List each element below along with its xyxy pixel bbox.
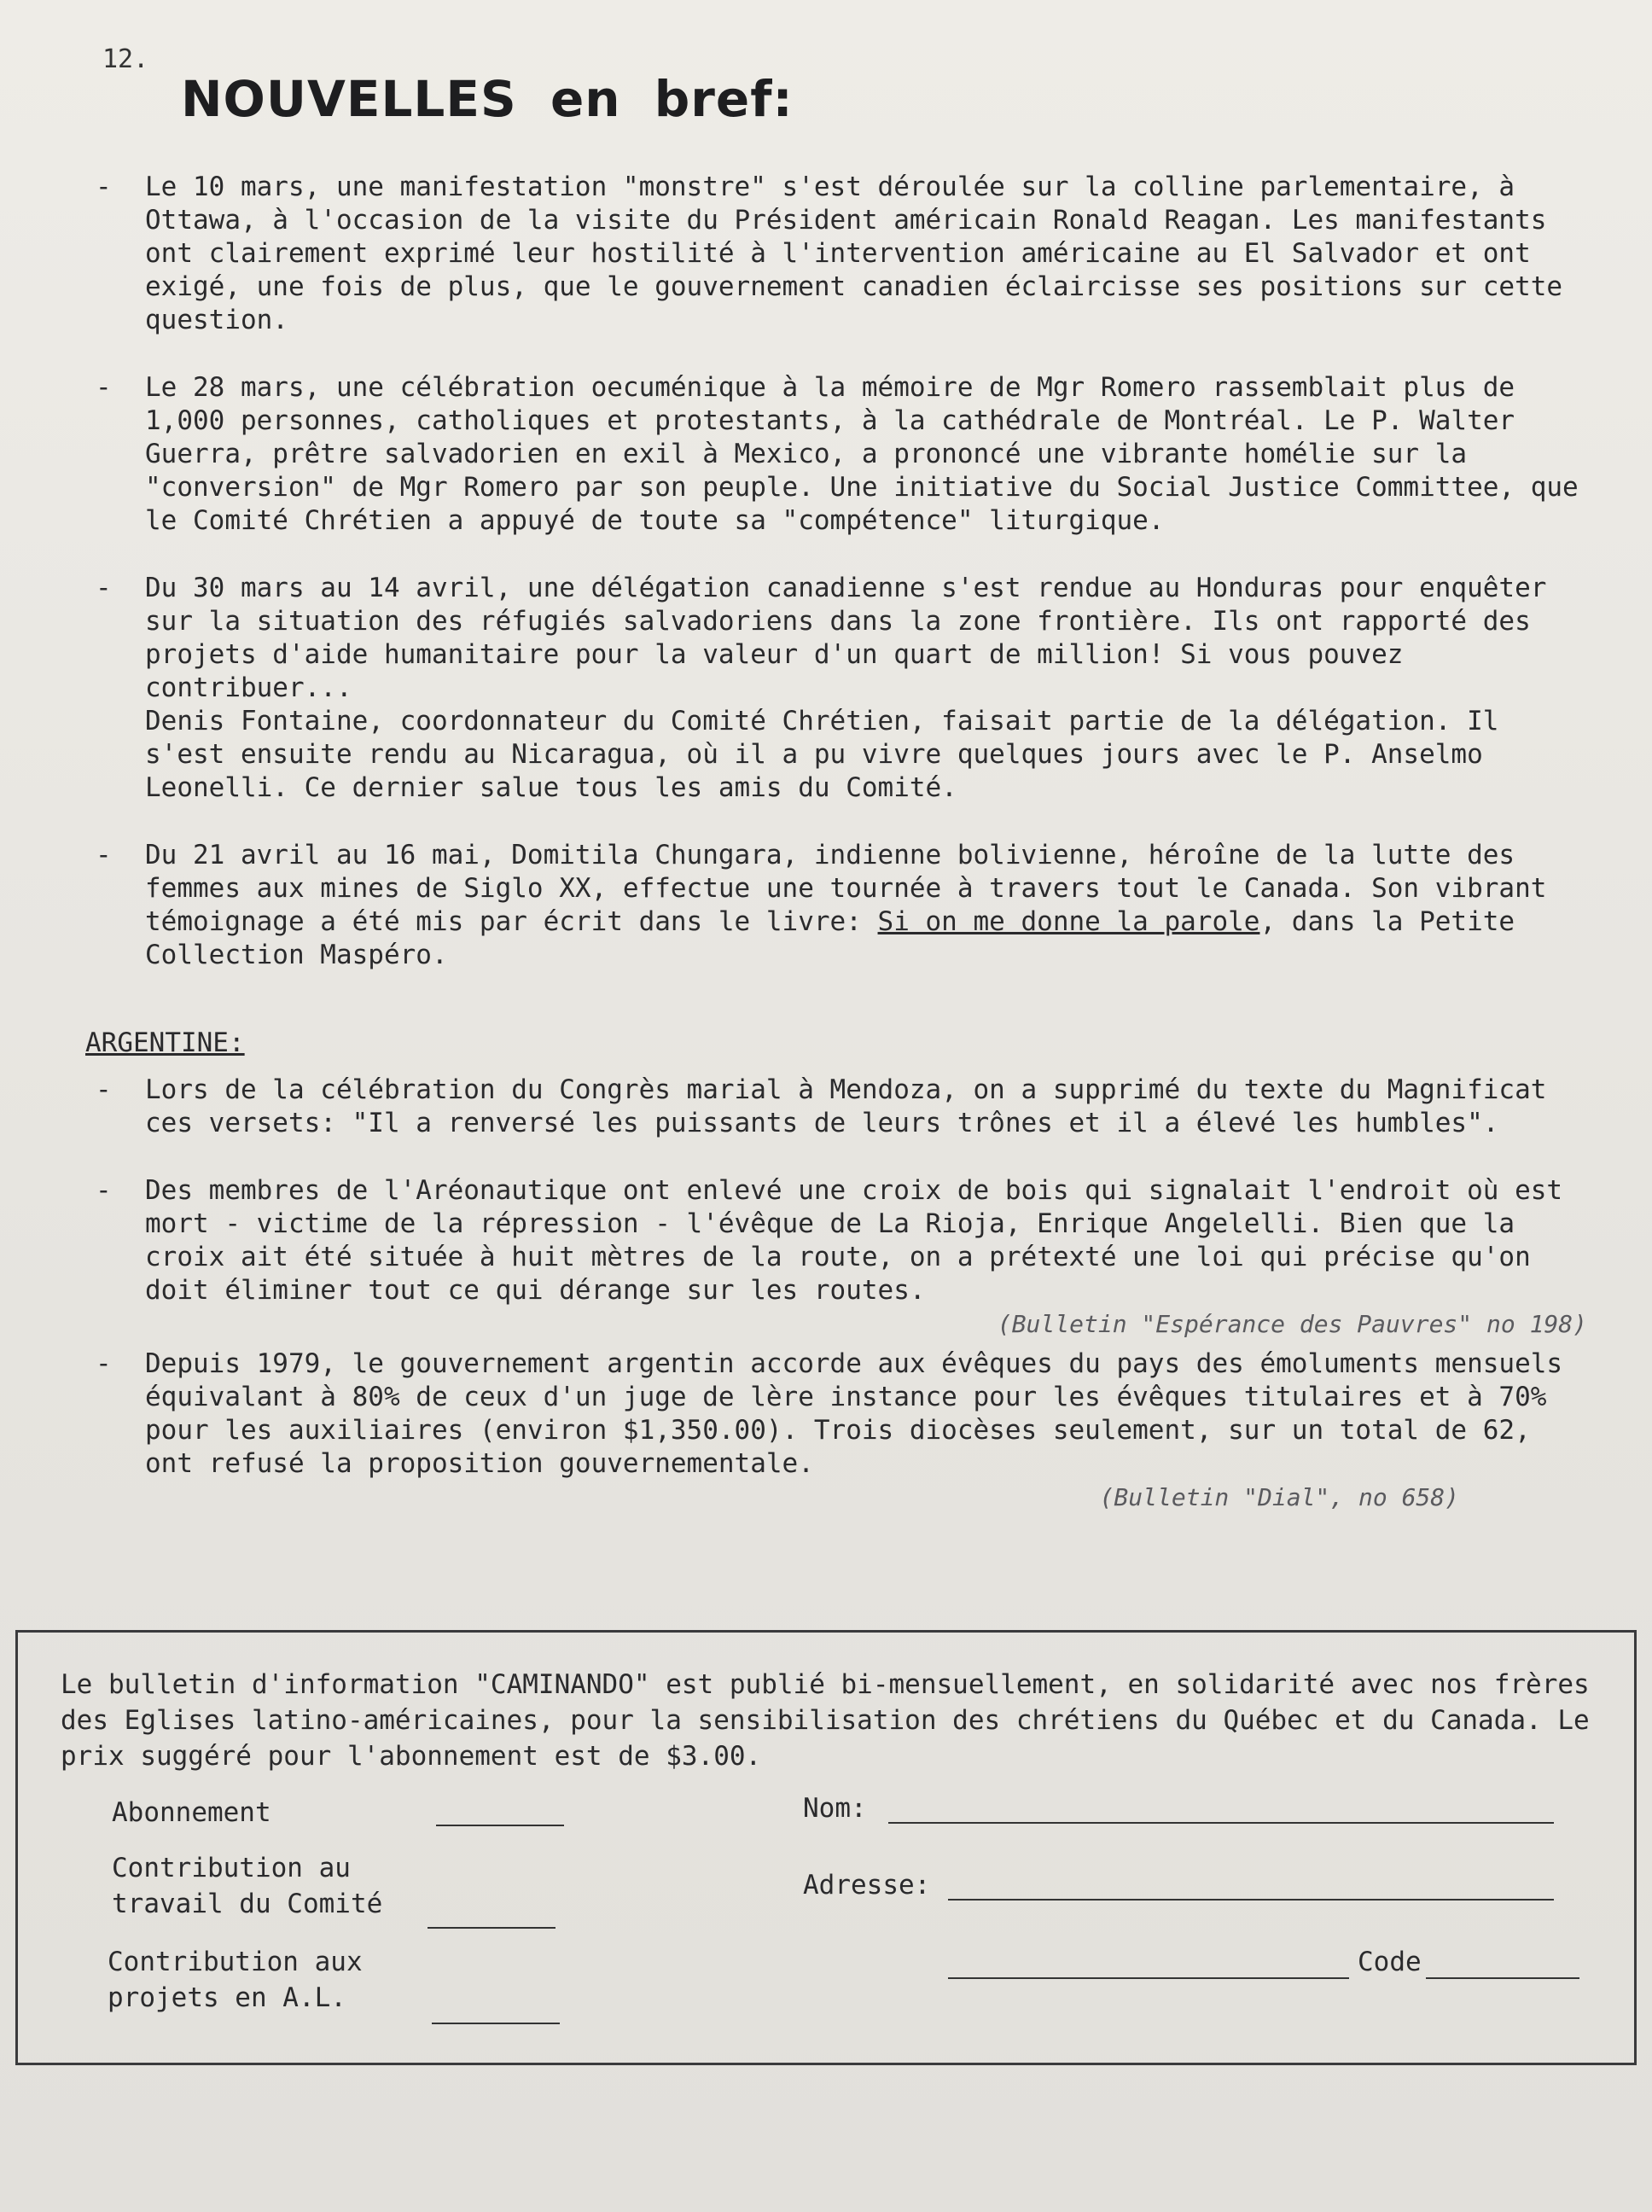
contribution-travail-blank[interactable] bbox=[428, 1927, 556, 1929]
argentine-item bbox=[85, 1074, 1587, 1140]
subscription-intro: Le bulletin d'information "CAMINANDO" est publié bi-mensuellement, en solidarité avec nos frères des Eglises latino-américaines, pour la sensibilisation des chrétiens du Québec et du Canada. Le prix suggéré pour l'abonnement est de $3.00. bbox=[61, 1669, 1590, 1772]
contribution-projets-blank[interactable] bbox=[432, 2023, 560, 2024]
argentine-item bbox=[85, 1348, 1587, 1514]
bullet-dash: - bbox=[96, 840, 112, 870]
argentine-item-text: Depuis 1979, le gouvernement argentin accorde aux évêques du pays des émoluments mensuels équivalant à 80% de ceux d'un juge de lère instance pour les évêques titulaires et à 70% pour les auxiliaires (environ $1,350.00). Trois diocèses seulement, sur un total de 62, ont refusé la proposition gouvernementale. bbox=[145, 1348, 1563, 1479]
section-heading-argentine: ARGENTINE: bbox=[85, 1027, 245, 1058]
bullet-dash: - bbox=[96, 573, 112, 603]
news-item bbox=[85, 171, 1587, 337]
news-item-text-continued: Denis Fontaine, coordonnateur du Comité Chrétien, faisait partie de la délégation. Il s'est ensuite rendu au Nicaragua, où il a pu vivre quelques jours avec le P. Anselmo Leonelli. Ce dernier salue tous les amis du Comité. bbox=[145, 706, 1499, 803]
book-title: Si on me donne la parole bbox=[877, 906, 1260, 937]
bullet-dash: - bbox=[96, 1074, 112, 1105]
nom-blank[interactable] bbox=[888, 1822, 1554, 1824]
subscription-form bbox=[15, 1630, 1637, 2065]
news-body bbox=[85, 171, 1587, 1548]
abonnement-blank[interactable] bbox=[436, 1825, 564, 1826]
news-item-text: Le 10 mars, une manifestation "monstre" s'est déroulée sur la colline parlementaire, à Ottawa, à l'occasion de la visite du Président américain Ronald Reagan. Les manifestants ont clairement exprimé leur hostilité à l'intervention américaine au El Salvador et ont exigé, une fois de plus, que le gouvernement canadien éclaircisse ses positions sur cette question. bbox=[145, 172, 1563, 335]
contribution-travail-label: Contribution au travail du Comité bbox=[112, 1853, 383, 1919]
argentine-item-text: Des membres de l'Aréonautique ont enlevé une croix de bois qui signalait l'endroit où est mort - victime de la répression - l'évêque de La Rioja, Enrique Angelelli. Bien que la croix ait été située à huit mètres de la route, on a prétexté une loi qui précise qu'on doit éliminer tout ce qui dérange sur les routes. bbox=[145, 1175, 1563, 1306]
contribution-projets-label: Contribution aux projets en A.L. bbox=[108, 1947, 363, 2013]
argentine-item bbox=[85, 1174, 1587, 1341]
news-item-text: Du 30 mars au 14 avril, une délégation canadienne s'est rendue au Honduras pour enquêter sur la situation des réfugiés salvadoriens dans la zone frontière. Ils ont rapporté des projets d'aide humanitaire pour la valeur d'un quart de million! Si vous pouvez contribuer... bbox=[145, 573, 1547, 703]
nom-label: Nom: bbox=[803, 1793, 867, 1824]
bullet-dash: - bbox=[96, 172, 112, 202]
bullet-dash: - bbox=[96, 1175, 112, 1206]
news-item bbox=[85, 371, 1587, 538]
code-label: Code bbox=[1358, 1947, 1422, 1977]
page-number: 12. bbox=[102, 44, 149, 74]
code-blank[interactable] bbox=[1426, 1977, 1579, 1979]
citation: (Bulletin "Espérance des Pauvres" no 198) bbox=[997, 1310, 1587, 1338]
news-item-text-end: , dans la Petite Collection Maspéro. bbox=[145, 906, 1515, 970]
news-item bbox=[85, 839, 1587, 972]
news-item bbox=[85, 572, 1587, 805]
news-item-text-start: Du 21 avril au 16 mai, Domitila Chungara, indienne bolivienne, héroîne de la lutte des femmes aux mines de Siglo XX, effectue une tournée à travers tout le Canada. Son vibrant témoignage a été mis par écrit dans le livre: bbox=[145, 840, 1547, 937]
adresse-label: Adresse: bbox=[803, 1870, 931, 1901]
abonnement-label: Abonnement bbox=[112, 1797, 271, 1828]
adresse-line-2-blank[interactable] bbox=[948, 1977, 1349, 1979]
news-item-text: Le 28 mars, une célébration oecuménique à la mémoire de Mgr Romero rassemblait plus de 1,000 personnes, catholiques et protestants, à la cathédrale de Montréal. Le P. Walter Guerra, prêtre salvadorien en exil à Mexico, a prononcé une vibrante homélie sur la "conversion" de Mgr Romero par son peuple. Une initiative du Social Justice Committee, que le Comité Chrétien a appuyé de toute sa "compétence" liturgique. bbox=[145, 372, 1579, 536]
adresse-blank[interactable] bbox=[948, 1899, 1554, 1901]
bullet-dash: - bbox=[96, 1348, 112, 1379]
news-item-text bbox=[145, 839, 1587, 972]
citation: (Bulletin "Dial", no 658) bbox=[1099, 1483, 1459, 1511]
page-title: NOUVELLES en bref: bbox=[181, 70, 794, 128]
argentine-item-text: Lors de la célébration du Congrès marial à Mendoza, on a supprimé du texte du Magnificat ces versets: "Il a renversé les puissants de leurs trônes et il a élevé les humbles". bbox=[145, 1074, 1547, 1138]
bullet-dash: - bbox=[96, 372, 112, 403]
